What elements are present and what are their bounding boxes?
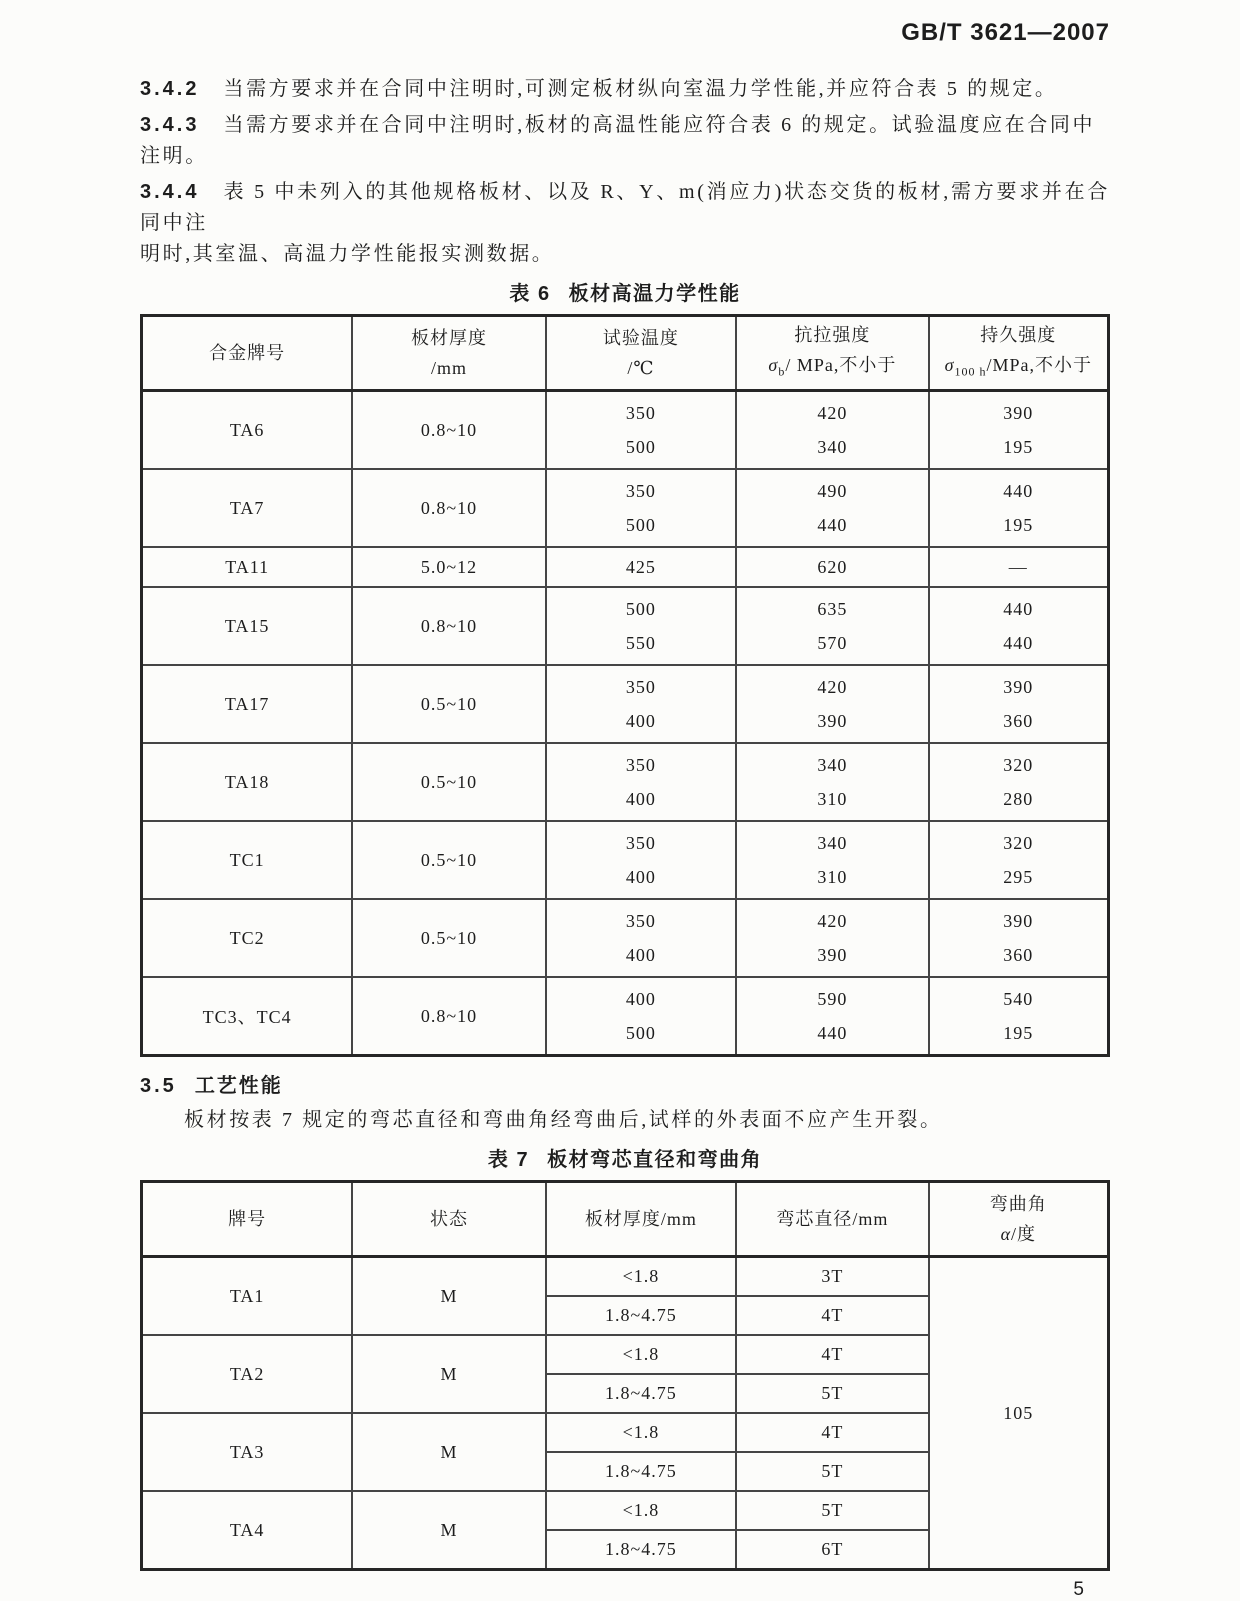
value-line: 550 xyxy=(625,633,656,653)
state-cell: M xyxy=(352,1413,545,1491)
value-line: 350 xyxy=(625,833,656,853)
creep-cell xyxy=(929,665,1109,743)
sigma-symbol: σ xyxy=(944,354,955,375)
value-line: 635 xyxy=(817,599,848,619)
grade-cell: TA4 xyxy=(142,1491,353,1570)
table-row xyxy=(142,821,1109,899)
temp-cell: 425 xyxy=(546,547,736,587)
col-header-temperature xyxy=(546,316,736,391)
value-line: 500 xyxy=(625,599,656,619)
value-line: 440 xyxy=(817,515,848,535)
diameter-cell: 6T xyxy=(736,1530,928,1570)
clause-paragraphs xyxy=(140,74,1110,270)
page-content xyxy=(140,0,1110,1601)
header-text: 牌号 xyxy=(228,1209,267,1229)
unit-text: / MPa,不小于 xyxy=(785,354,897,375)
state-cell: M xyxy=(352,1491,545,1570)
clause-number: 3.4.3 xyxy=(140,114,200,136)
table7-caption-label: 表 7 xyxy=(487,1149,530,1171)
clause-number: 3.4.2 xyxy=(140,78,200,100)
thickness-cell: 0.8~10 xyxy=(352,587,545,665)
table7 xyxy=(140,1180,1110,1571)
thickness-cell: 1.8~4.75 xyxy=(546,1374,736,1413)
value-line: 570 xyxy=(817,633,848,653)
header-text: 弯曲角 xyxy=(989,1194,1047,1214)
state-cell: M xyxy=(352,1257,545,1336)
clause-text: 当需方要求并在合同中注明时,可测定板材纵向室温力学性能,并应符合表 5 的规定。 xyxy=(223,78,1058,100)
creep-cell xyxy=(929,899,1109,977)
unit-text: /度 xyxy=(1011,1224,1037,1244)
thickness-cell: 0.5~10 xyxy=(352,665,545,743)
table6-header-row xyxy=(142,316,1109,391)
value-line: 320 xyxy=(1003,833,1034,853)
diameter-cell: 4T xyxy=(736,1413,928,1452)
alloy-cell: TA7 xyxy=(142,469,353,547)
table-row xyxy=(142,391,1109,470)
value-line: 350 xyxy=(625,403,656,423)
value-line: 390 xyxy=(1003,677,1034,697)
sigma-subscript: b xyxy=(778,364,786,379)
value-line: 350 xyxy=(625,911,656,931)
thickness-cell: <1.8 xyxy=(546,1413,736,1452)
thickness-cell: 0.5~10 xyxy=(352,821,545,899)
diameter-cell: 5T xyxy=(736,1374,928,1413)
table6-caption xyxy=(140,280,1110,308)
table-row xyxy=(142,899,1109,977)
value-line: 440 xyxy=(1003,599,1034,619)
paragraph-line xyxy=(140,177,1110,239)
thickness-cell: <1.8 xyxy=(546,1491,736,1530)
header-text: 抗拉强度 xyxy=(794,324,871,345)
diameter-cell: 5T xyxy=(736,1452,928,1491)
value-line: 400 xyxy=(625,867,656,887)
paragraph-line: 板材按表 7 规定的弯芯直径和弯曲角经弯曲后,试样的外表面不应产生开裂。 xyxy=(184,1109,943,1131)
tensile-cell xyxy=(736,469,928,547)
value-line: 280 xyxy=(1003,789,1034,809)
thickness-cell: 0.8~10 xyxy=(352,977,545,1056)
alloy-cell: TA15 xyxy=(142,587,353,665)
alloy-cell: TA11 xyxy=(142,547,353,587)
value-line: 350 xyxy=(625,481,656,501)
creep-cell: — xyxy=(929,547,1109,587)
tensile-cell xyxy=(736,977,928,1056)
alloy-cell: TC1 xyxy=(142,821,353,899)
value-line: 500 xyxy=(625,1023,656,1043)
col-header-tensile xyxy=(736,316,928,391)
clause-3-4-4 xyxy=(140,177,1110,270)
tensile-cell: 620 xyxy=(736,547,928,587)
temp-cell xyxy=(546,821,736,899)
header-unit xyxy=(930,1219,1107,1249)
header-unit xyxy=(930,350,1107,387)
creep-cell xyxy=(929,391,1109,470)
section-3-5-body xyxy=(140,1105,1110,1136)
header-text: 弯芯直径/mm xyxy=(776,1209,889,1229)
thickness-cell: 0.8~10 xyxy=(352,391,545,470)
col-header-bend-diameter xyxy=(736,1182,928,1257)
table-row xyxy=(142,469,1109,547)
value-line: 500 xyxy=(625,515,656,535)
section-3-5-heading xyxy=(140,1073,1110,1099)
paragraph-line: 明时,其室温、高温力学性能报实测数据。 xyxy=(140,243,555,265)
state-cell: M xyxy=(352,1335,545,1413)
diameter-cell: 5T xyxy=(736,1491,928,1530)
table6-caption-text: 板材高温力学性能 xyxy=(568,283,741,305)
table-row xyxy=(142,977,1109,1056)
value-line: 195 xyxy=(1003,1023,1034,1043)
col-header-thickness xyxy=(352,316,545,391)
col-header-bend-angle xyxy=(929,1182,1109,1257)
thickness-cell: <1.8 xyxy=(546,1257,736,1297)
thickness-cell: <1.8 xyxy=(546,1335,736,1374)
table-row xyxy=(142,587,1109,665)
table-row xyxy=(142,743,1109,821)
temp-cell xyxy=(546,469,736,547)
header-text: 持久强度 xyxy=(980,324,1057,345)
value-line: 400 xyxy=(625,711,656,731)
thickness-cell: 0.5~10 xyxy=(352,899,545,977)
value-line: 350 xyxy=(625,677,656,697)
value-line: 310 xyxy=(817,867,848,887)
tensile-cell xyxy=(736,821,928,899)
value-line: 400 xyxy=(625,789,656,809)
header-unit: /℃ xyxy=(627,358,655,378)
value-line: 540 xyxy=(1003,989,1034,1009)
thickness-cell: 5.0~12 xyxy=(352,547,545,587)
value-line: 590 xyxy=(817,989,848,1009)
alloy-cell: TA17 xyxy=(142,665,353,743)
value-line: 500 xyxy=(625,437,656,457)
page-number: 5 xyxy=(1073,1579,1084,1600)
value-line: 360 xyxy=(1003,945,1034,965)
temp-cell xyxy=(546,743,736,821)
diameter-cell: 4T xyxy=(736,1296,928,1335)
value-line: 490 xyxy=(817,481,848,501)
section-title: 工艺性能 xyxy=(194,1075,283,1097)
creep-cell xyxy=(929,743,1109,821)
value-line: 390 xyxy=(1003,403,1034,423)
temp-cell xyxy=(546,977,736,1056)
grade-cell: TA3 xyxy=(142,1413,353,1491)
value-line: 390 xyxy=(817,711,848,731)
table-row xyxy=(142,665,1109,743)
col-header-alloy xyxy=(142,316,353,391)
thickness-cell: 1.8~4.75 xyxy=(546,1296,736,1335)
sigma-symbol: σ xyxy=(768,354,779,375)
table-row xyxy=(142,1257,1109,1297)
clause-3-4-3 xyxy=(140,110,1110,172)
value-line: 195 xyxy=(1003,437,1034,457)
value-line: 440 xyxy=(1003,481,1034,501)
creep-cell xyxy=(929,469,1109,547)
temp-cell xyxy=(546,587,736,665)
standard-code: GB/T 3621—2007 xyxy=(901,19,1110,46)
value-line: 390 xyxy=(1003,911,1034,931)
value-line: 340 xyxy=(817,833,848,853)
header-text: 状态 xyxy=(429,1209,468,1229)
col-header-grade xyxy=(142,1182,353,1257)
value-line: 440 xyxy=(817,1023,848,1043)
clause-number: 3.4.4 xyxy=(140,181,200,203)
diameter-cell: 4T xyxy=(736,1335,928,1374)
sigma-subscript: 100 h xyxy=(954,364,987,379)
clause-text: 表 5 中未列入的其他规格板材、以及 R、Y、m(消应力)状态交货的板材,需方要求并在合同中注 xyxy=(140,181,1110,234)
tensile-cell xyxy=(736,743,928,821)
table7-caption-text: 板材弯芯直径和弯曲角 xyxy=(547,1149,763,1171)
value-line: 195 xyxy=(1003,515,1034,535)
section-number: 3.5 xyxy=(140,1075,177,1097)
thickness-cell: 0.5~10 xyxy=(352,743,545,821)
table7-caption xyxy=(140,1146,1110,1174)
thickness-cell: 1.8~4.75 xyxy=(546,1452,736,1491)
col-header-creep xyxy=(929,316,1109,391)
grade-cell: TA1 xyxy=(142,1257,353,1336)
thickness-cell: 0.8~10 xyxy=(352,469,545,547)
grade-cell: TA2 xyxy=(142,1335,353,1413)
table6-caption-label: 表 6 xyxy=(509,283,551,305)
tensile-cell xyxy=(736,899,928,977)
table6 xyxy=(140,314,1110,1057)
tensile-cell xyxy=(736,391,928,470)
value-line: 440 xyxy=(1003,633,1034,653)
paragraph-line: 注明。 xyxy=(140,145,208,167)
bend-angle-cell: 105 xyxy=(929,1257,1109,1570)
paragraph-line xyxy=(140,74,1110,105)
thickness-cell: 1.8~4.75 xyxy=(546,1530,736,1570)
creep-cell xyxy=(929,977,1109,1056)
tensile-cell xyxy=(736,587,928,665)
tensile-cell xyxy=(736,665,928,743)
value-line: 295 xyxy=(1003,867,1034,887)
value-line: 350 xyxy=(625,755,656,775)
value-line: 400 xyxy=(625,989,656,1009)
alloy-cell: TC3、TC4 xyxy=(142,977,353,1056)
value-line: 310 xyxy=(817,789,848,809)
col-header-thickness xyxy=(546,1182,736,1257)
clause-text: 当需方要求并在合同中注明时,板材的高温性能应符合表 6 的规定。试验温度应在合同中 xyxy=(223,114,1096,136)
diameter-cell: 3T xyxy=(736,1257,928,1297)
creep-cell xyxy=(929,587,1109,665)
value-line: 420 xyxy=(817,911,848,931)
alpha-symbol: α xyxy=(1000,1224,1012,1244)
value-line: 400 xyxy=(625,945,656,965)
alloy-cell: TA6 xyxy=(142,391,353,470)
header-text: 合金牌号 xyxy=(209,343,286,363)
creep-cell xyxy=(929,821,1109,899)
paragraph-line xyxy=(140,110,1110,141)
temp-cell xyxy=(546,899,736,977)
value-line: 420 xyxy=(817,403,848,423)
value-line: 390 xyxy=(817,945,848,965)
col-header-state xyxy=(352,1182,545,1257)
header-text: 试验温度 xyxy=(602,328,679,348)
temp-cell xyxy=(546,391,736,470)
temp-cell xyxy=(546,665,736,743)
header-text: 板材厚度 xyxy=(410,328,487,348)
table7-header-row xyxy=(142,1182,1109,1257)
header-text: 板材厚度/mm xyxy=(584,1209,697,1229)
value-line: 340 xyxy=(817,437,848,457)
value-line: 420 xyxy=(817,677,848,697)
alloy-cell: TC2 xyxy=(142,899,353,977)
value-line: 340 xyxy=(817,755,848,775)
value-line: 320 xyxy=(1003,755,1034,775)
header-unit xyxy=(737,350,927,387)
clause-3-4-2 xyxy=(140,74,1110,105)
alloy-cell: TA18 xyxy=(142,743,353,821)
header-unit: /mm xyxy=(430,358,467,378)
unit-text: /MPa,不小于 xyxy=(986,354,1092,375)
table-row xyxy=(142,547,1109,587)
value-line: 360 xyxy=(1003,711,1034,731)
